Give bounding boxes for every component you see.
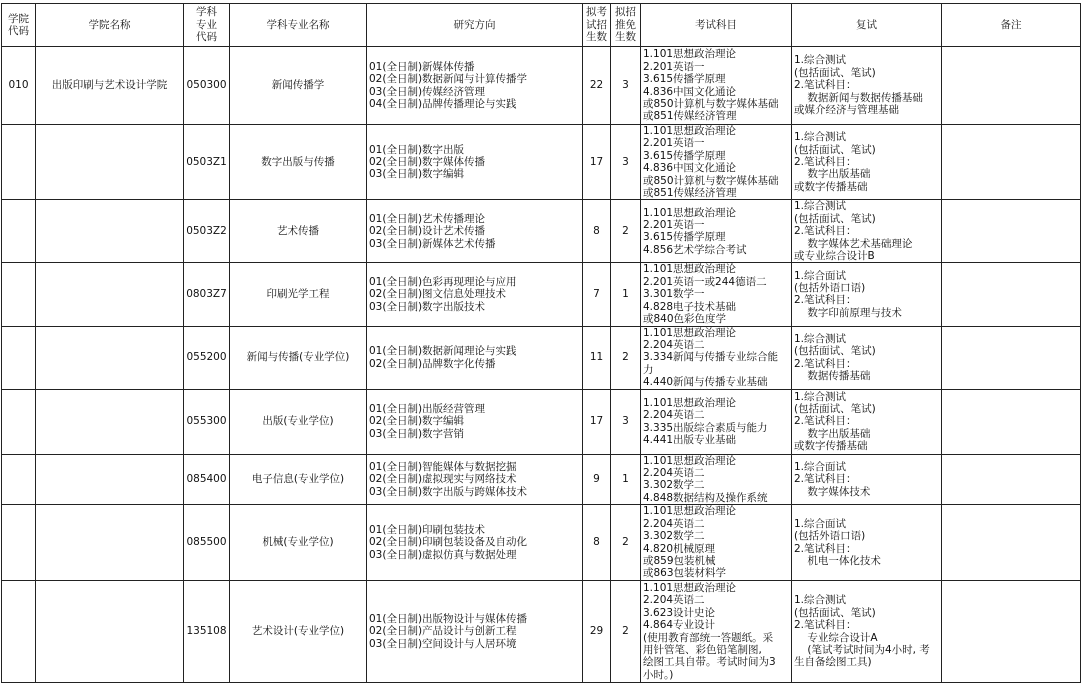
exam-quota-cell: 17: [583, 125, 611, 200]
major-code-cell: 085500: [184, 505, 230, 581]
college-name-cell: [36, 326, 184, 389]
college-code-cell: 010: [2, 47, 36, 125]
exempt-quota-cell: 3: [611, 125, 641, 200]
note-cell: [942, 125, 1081, 200]
exam-quota-cell: 7: [583, 263, 611, 326]
retest-cell: 1.综合测试 (包括面试、笔试) 2.笔试科目： 专业综合设计A (笔试考试时间为4小时, 考 生自备绘图工具): [792, 581, 942, 683]
header-college-code: 学院 代码: [2, 4, 36, 47]
college-name-cell: [36, 389, 184, 454]
major-name-cell: 新闻传播学: [230, 47, 367, 125]
directions-cell: 01(全日制)色彩再现理论与应用 02(全日制)图文信息处理技术 03(全日制)数字出版技术: [367, 263, 583, 326]
retest-cell: 1.综合测试 (包括面试、笔试) 2.笔试科目： 数据传播基础: [792, 326, 942, 389]
exam-subjects-cell: 1.101思想政治理论 2.204英语二 3.302数学二 4.820机械原理 或859包装机械 或863包装材料学: [641, 505, 792, 581]
college-name-cell: [36, 454, 184, 505]
header-exempt-quota: 拟招 推免 生数: [611, 4, 641, 47]
college-name-cell: [36, 200, 184, 263]
major-name-cell: 艺术传播: [230, 200, 367, 263]
note-cell: [942, 200, 1081, 263]
exam-subjects-cell: 1.101思想政治理论 2.201英语一 3.615传播学原理 4.856艺术学综合考试: [641, 200, 792, 263]
major-name-cell: 机械(专业学位): [230, 505, 367, 581]
major-code-cell: 0503Z2: [184, 200, 230, 263]
exam-quota-cell: 17: [583, 389, 611, 454]
major-code-cell: 055200: [184, 326, 230, 389]
exempt-quota-cell: 3: [611, 389, 641, 454]
exam-subjects-cell: 1.101思想政治理论 2.201英语一或244德语二 3.301数学一 4.828电子技术基础 或840色彩色度学: [641, 263, 792, 326]
exam-subjects-cell: 1.101思想政治理论 2.201英语一 3.615传播学原理 4.836中国文化通论 或850计算机与数字媒体基础 或851传媒经济管理: [641, 47, 792, 125]
exempt-quota-cell: 1: [611, 263, 641, 326]
retest-cell: 1.综合面试 (包括外语口语) 2.笔试科目： 数字印前原理与技术: [792, 263, 942, 326]
header-college-name: 学院名称: [36, 4, 184, 47]
exam-quota-cell: 8: [583, 505, 611, 581]
note-cell: [942, 326, 1081, 389]
header-major-code: 学科 专业 代码: [184, 4, 230, 47]
table-row: [2, 326, 1081, 389]
major-name-cell: 出版(专业学位): [230, 389, 367, 454]
college-name-cell: [36, 581, 184, 683]
exam-quota-cell: 29: [583, 581, 611, 683]
retest-cell: 1.综合测试 (包括面试、笔试) 2.笔试科目： 数字出版基础 或数字传播基础: [792, 125, 942, 200]
exam-subjects-cell: 1.101思想政治理论 2.204英语二 3.335出版综合素质与能力 4.441出版专业基础: [641, 389, 792, 454]
college-name-cell: [36, 125, 184, 200]
college-code-cell: [2, 326, 36, 389]
note-cell: [942, 47, 1081, 125]
college-code-cell: [2, 263, 36, 326]
header-exam-subjects: 考试科目: [641, 4, 792, 47]
major-name-cell: 艺术设计(专业学位): [230, 581, 367, 683]
table-row: [2, 263, 1081, 326]
major-name-cell: 印刷光学工程: [230, 263, 367, 326]
table-row: [2, 505, 1081, 581]
college-name-cell: 出版印刷与艺术设计学院: [36, 47, 184, 125]
exempt-quota-cell: 2: [611, 581, 641, 683]
note-cell: [942, 454, 1081, 505]
directions-cell: 01(全日制)数据新闻理论与实践 02(全日制)品牌数字化传播: [367, 326, 583, 389]
directions-cell: 01(全日制)印刷包装技术 02(全日制)印刷包装设备及自动化 03(全日制)虚拟仿真与数据处理: [367, 505, 583, 581]
directions-cell: 01(全日制)出版经营管理 02(全日制)数字编辑 03(全日制)数字营销: [367, 389, 583, 454]
college-code-cell: [2, 581, 36, 683]
exam-subjects-cell: 1.101思想政治理论 2.204英语二 3.334新闻与传播专业综合能 力 4.440新闻与传播专业基础: [641, 326, 792, 389]
header-major-name: 学科专业名称: [230, 4, 367, 47]
exam-subjects-cell: 1.101思想政治理论 2.204英语二 3.623设计史论 4.864专业设计 (使用教育部统一答题纸。采 用针管笔、彩色铅笔制图, 绘图工具自带。考试时间为3 小时。): [641, 581, 792, 683]
exam-quota-cell: 9: [583, 454, 611, 505]
retest-cell: 1.综合面试 (包括外语口语) 2.笔试科目： 机电一体化技术: [792, 505, 942, 581]
major-name-cell: 数字出版与传播: [230, 125, 367, 200]
retest-cell: 1.综合测试 (包括面试、笔试) 2.笔试科目： 数字媒体艺术基础理论 或专业综合设计B: [792, 200, 942, 263]
exempt-quota-cell: 2: [611, 200, 641, 263]
college-code-cell: [2, 454, 36, 505]
major-code-cell: 135108: [184, 581, 230, 683]
exam-quota-cell: 8: [583, 200, 611, 263]
retest-cell: 1.综合面试 2.笔试科目： 数字媒体技术: [792, 454, 942, 505]
header-note: 备注: [942, 4, 1081, 47]
retest-cell: 1.综合测试 (包括面试、笔试) 2.笔试科目： 数据新闻与数据传播基础 或媒介经济与管理基础: [792, 47, 942, 125]
major-code-cell: 055300: [184, 389, 230, 454]
header-retest: 复试: [792, 4, 942, 47]
college-name-cell: [36, 263, 184, 326]
major-code-cell: 0803Z7: [184, 263, 230, 326]
directions-cell: 01(全日制)智能媒体与数据挖掘 02(全日制)虚拟现实与网络技术 03(全日制)数字出版与跨媒体技术: [367, 454, 583, 505]
college-code-cell: [2, 200, 36, 263]
table-row: [2, 454, 1081, 505]
header-exam-quota: 拟考 试招 生数: [583, 4, 611, 47]
table-row: [2, 389, 1081, 454]
major-name-cell: 新闻与传播(专业学位): [230, 326, 367, 389]
exam-subjects-cell: 1.101思想政治理论 2.201英语一 3.615传播学原理 4.836中国文化通论 或850计算机与数字媒体基础 或851传媒经济管理: [641, 125, 792, 200]
retest-cell: 1.综合测试 (包括面试、笔试) 2.笔试科目： 数字出版基础 或数字传播基础: [792, 389, 942, 454]
table-row: [2, 125, 1081, 200]
major-name-cell: 电子信息(专业学位): [230, 454, 367, 505]
note-cell: [942, 581, 1081, 683]
note-cell: [942, 389, 1081, 454]
exempt-quota-cell: 3: [611, 47, 641, 125]
directions-cell: 01(全日制)新媒体传播 02(全日制)数据新闻与计算传播学 03(全日制)传媒经济管理 04(全日制)品牌传播理论与实践: [367, 47, 583, 125]
table-row: [2, 47, 1081, 125]
header-research-direction: 研究方向: [367, 4, 583, 47]
exempt-quota-cell: 1: [611, 454, 641, 505]
admissions-table: [1, 3, 1081, 683]
table-row: [2, 200, 1081, 263]
exam-subjects-cell: 1.101思想政治理论 2.204英语二 3.302数学二 4.848数据结构及操作系统: [641, 454, 792, 505]
college-code-cell: [2, 389, 36, 454]
directions-cell: 01(全日制)数字出版 02(全日制)数字媒体传播 03(全日制)数字编辑: [367, 125, 583, 200]
directions-cell: 01(全日制)艺术传播理论 02(全日制)设计艺术传播 03(全日制)新媒体艺术传播: [367, 200, 583, 263]
major-code-cell: 0503Z1: [184, 125, 230, 200]
exam-quota-cell: 22: [583, 47, 611, 125]
exempt-quota-cell: 2: [611, 505, 641, 581]
header-row: [2, 4, 1081, 47]
college-code-cell: [2, 125, 36, 200]
major-code-cell: 085400: [184, 454, 230, 505]
directions-cell: 01(全日制)出版物设计与媒体传播 02(全日制)产品设计与创新工程 03(全日制)空间设计与人居环境: [367, 581, 583, 683]
exam-quota-cell: 11: [583, 326, 611, 389]
college-name-cell: [36, 505, 184, 581]
table-row: [2, 581, 1081, 683]
college-code-cell: [2, 505, 36, 581]
note-cell: [942, 263, 1081, 326]
major-code-cell: 050300: [184, 47, 230, 125]
exempt-quota-cell: 2: [611, 326, 641, 389]
note-cell: [942, 505, 1081, 581]
